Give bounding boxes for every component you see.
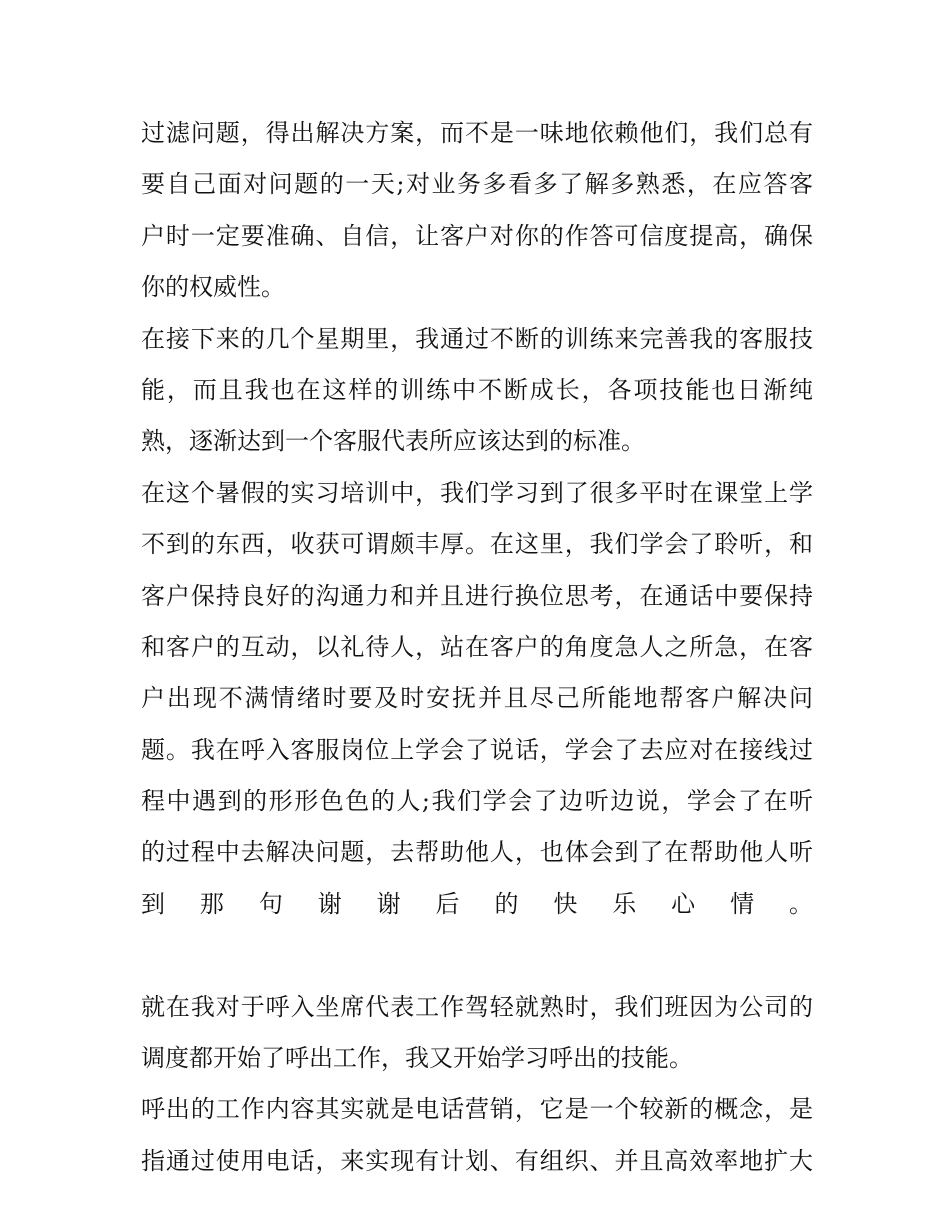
document-body (141, 108, 813, 1187)
text-line: 户出现不满情绪时要及时安抚并且尽己所能地帮客户解决问 (141, 684, 813, 713)
text-line: 能，而且我也在这样的训练中不断成长，各项技能也日渐纯 (141, 375, 813, 404)
paragraph-2 (141, 314, 813, 468)
text-line: 熟，逐渐达到一个客服代表所应该达到的标准。 (141, 427, 645, 456)
paragraph-3 (141, 468, 813, 982)
text-line: 程中遇到的形形色色的人;我们学会了边听边说，学会了在听 (141, 787, 813, 816)
text-line: 题。我在呼入客服岗位上学会了说话，学会了去应对在接线过 (141, 735, 813, 764)
text-line: 要自己面对问题的一天;对业务多看多了解多熟悉，在应答客 (141, 170, 813, 199)
text-line: 在接下来的几个星期里，我通过不断的训练来完善我的客服技 (141, 324, 813, 353)
text-line: 呼出的工作内容其实就是电话营销，它是一个较新的概念，是 (141, 1095, 813, 1124)
text-line: 户时一定要准确、自信，让客户对你的作答可信度提高，确保 (141, 221, 813, 250)
text-line: 的过程中去解决问题，去帮助他人，也体会到了在帮助他人听 (141, 838, 813, 867)
text-line: 和客户的互动，以礼待人，站在客户的角度急人之所急，在客 (141, 632, 813, 661)
paragraph-1 (141, 108, 813, 314)
text-line: 过滤问题，得出解决方案，而不是一味地依赖他们，我们总有 (141, 119, 813, 147)
text-line (141, 930, 813, 981)
paragraph-5 (141, 1084, 813, 1187)
paragraph-4 (141, 982, 813, 1085)
text-line: 到那句谢谢后的快乐心情。 (141, 889, 813, 918)
text-line: 调度都开始了呼出工作，我又开始学习呼出的技能。 (141, 1044, 693, 1073)
text-line: 在这个暑假的实习培训中，我们学习到了很多平时在课堂上学 (141, 478, 813, 507)
text-line: 不到的东西，收获可谓颇丰厚。在这里，我们学会了聆听，和 (141, 530, 813, 559)
text-line: 指通过使用电话，来实现有计划、有组织、并且高效率地扩大 (141, 1146, 813, 1175)
text-line: 客户保持良好的沟通力和并且进行换位思考，在通话中要保持 (141, 581, 813, 610)
text-line: 你的权威性。 (141, 273, 285, 302)
text-line: 就在我对于呼入坐席代表工作驾轻就熟时，我们班因为公司的 (141, 992, 813, 1021)
